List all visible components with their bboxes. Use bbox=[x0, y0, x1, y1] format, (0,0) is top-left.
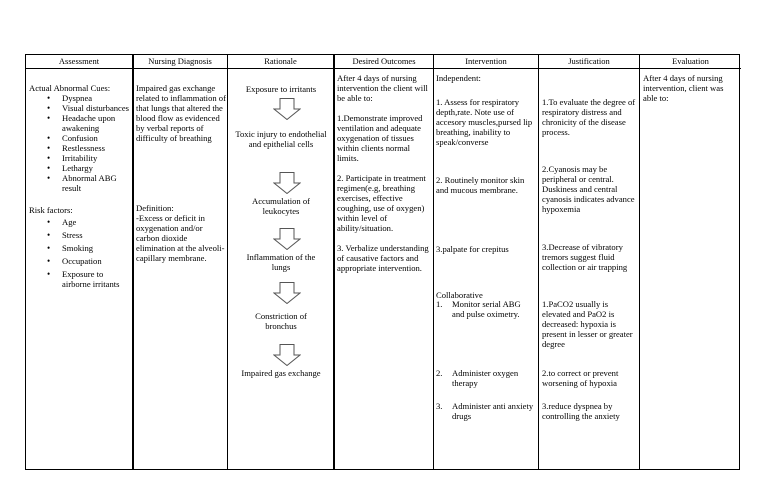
outcome-item: 2. Participate in treatment regimen(e.g, breathing exercises, effective coughing, use of oxygen) within level of ability/situation. bbox=[337, 173, 426, 233]
header-justification: Justification bbox=[568, 56, 610, 66]
collab-text: Administer oxygen therapy bbox=[452, 368, 519, 388]
collab-text: Monitor serial ABG and pulse oximetry. bbox=[452, 299, 521, 319]
cue-item: • Headache upon awakening bbox=[29, 113, 131, 133]
definition-title: Definition: bbox=[136, 203, 174, 213]
independent-item: 1. Assess for respiratory depth,rate. Note use of accesory muscles,pursed lip breathing, inability to speak/converse bbox=[436, 97, 533, 147]
rationale-step: Exposure to irritants bbox=[245, 84, 317, 94]
justification-item: 1.PaCO2 usually is elevated and PaO2 is decreased: hypoxia is present in lesser or greater degree bbox=[542, 299, 633, 349]
cue-item: • Abnormal ABG result bbox=[29, 173, 131, 193]
evaluation-intro: After 4 days of nursing intervention, client was able to: bbox=[643, 73, 724, 103]
rationale-step: Inflammation of the lungs bbox=[246, 252, 316, 272]
cue-item: • Lethargy bbox=[29, 163, 131, 173]
outcome-item: 1.Demonstrate improved ventilation and adequate oxygenation of tissues within clients normal limits. bbox=[337, 113, 423, 163]
column-divider bbox=[538, 55, 539, 469]
rationale-cell bbox=[229, 68, 333, 469]
outcomes-cell bbox=[337, 68, 430, 469]
collab-number: 1. bbox=[436, 299, 443, 309]
rationale-step: Impaired gas exchange bbox=[241, 368, 321, 378]
outcomes-intro: After 4 days of nursing intervention the client will be able to: bbox=[337, 73, 428, 103]
outcome-item: 3. Verbalize understanding of causative factors and appropriate intervention. bbox=[337, 243, 429, 273]
down-arrow-icon bbox=[273, 172, 301, 194]
cue-item: • Confusion bbox=[29, 133, 131, 143]
collab-title: Collaborative bbox=[436, 290, 483, 300]
collab-number: 2. bbox=[436, 368, 443, 378]
nursing-care-plan-table bbox=[25, 54, 740, 470]
down-arrow-icon bbox=[273, 228, 301, 250]
diagnosis-statement: Impaired gas exchange related to inflammation of that lungs that altered the blood flow as evidenced by verbal reports of difficulty of breathing bbox=[136, 83, 226, 143]
risk-title: Risk factors: bbox=[29, 205, 73, 215]
independent-item: 3.palpate for crepitus bbox=[436, 244, 509, 254]
definition-text: -Excess or deficit in oxygenation and/or carbon dioxide elimination at the alveoli-capillary membrane. bbox=[136, 213, 225, 263]
collab-text: Administer anti anxiety drugs bbox=[452, 401, 534, 421]
assessment-cell bbox=[29, 68, 131, 469]
column-divider bbox=[433, 55, 434, 469]
cues-list bbox=[29, 93, 131, 193]
justification-cell bbox=[542, 68, 638, 469]
justification-item: 2.Cyanosis may be peripheral or central. Duskiness and central cyanosis indicates advance hypoxemia bbox=[542, 164, 635, 214]
down-arrow-icon bbox=[273, 98, 301, 120]
cue-item: • Restlessness bbox=[29, 143, 131, 153]
down-arrow-icon bbox=[273, 282, 301, 304]
rationale-step: Accumulation of leukocytes bbox=[252, 196, 310, 216]
rationale-step: Constriction of bronchus bbox=[255, 311, 307, 331]
justification-item: 3.reduce dyspnea by controlling the anxiety bbox=[542, 401, 620, 421]
header-intervention: Intervention bbox=[465, 56, 507, 66]
risk-item: • Exposure to airborne irritants bbox=[29, 269, 131, 289]
cue-item: • Irritability bbox=[29, 153, 131, 163]
down-arrow-icon bbox=[273, 344, 301, 366]
intervention-cell bbox=[436, 68, 536, 469]
column-divider bbox=[227, 55, 228, 469]
justification-item: 3.Decrease of vibratory tremors suggest fluid collection or air trapping bbox=[542, 242, 628, 272]
cues-title: Actual Abnormal Cues: bbox=[29, 83, 111, 93]
risk-item: • Occupation bbox=[29, 256, 131, 266]
column-divider bbox=[333, 55, 335, 469]
header-rationale: Rationale bbox=[264, 56, 297, 66]
header-nursing-diagnosis: Nursing Diagnosis bbox=[148, 56, 212, 66]
risk-item: • Stress bbox=[29, 230, 131, 240]
collab-number: 3. bbox=[436, 401, 443, 411]
rationale-step: Toxic injury to endothelial and epithelial cells bbox=[235, 129, 327, 149]
column-divider bbox=[639, 55, 640, 469]
risk-item: • Smoking bbox=[29, 243, 131, 253]
header-evaluation: Evaluation bbox=[672, 56, 709, 66]
independent-title: Independent: bbox=[436, 73, 481, 83]
risk-item: • Age bbox=[29, 217, 131, 227]
column-divider bbox=[132, 55, 134, 469]
independent-item: 2. Routinely monitor skin and mucous membrane. bbox=[436, 175, 525, 195]
cue-item: • Dyspnea bbox=[29, 93, 131, 103]
cue-item: • Visual disturbances bbox=[29, 103, 131, 113]
justification-item: 1.To evaluate the degree of respiratory distress and chronicity of the disease process. bbox=[542, 97, 636, 137]
justification-item: 2.to correct or prevent worsening of hypoxia bbox=[542, 368, 619, 388]
risk-list bbox=[29, 217, 131, 289]
header-desired-outcomes: Desired Outcomes bbox=[352, 56, 416, 66]
header-assessment: Assessment bbox=[58, 56, 100, 66]
evaluation-cell bbox=[643, 68, 739, 469]
diagnosis-cell bbox=[136, 68, 226, 469]
